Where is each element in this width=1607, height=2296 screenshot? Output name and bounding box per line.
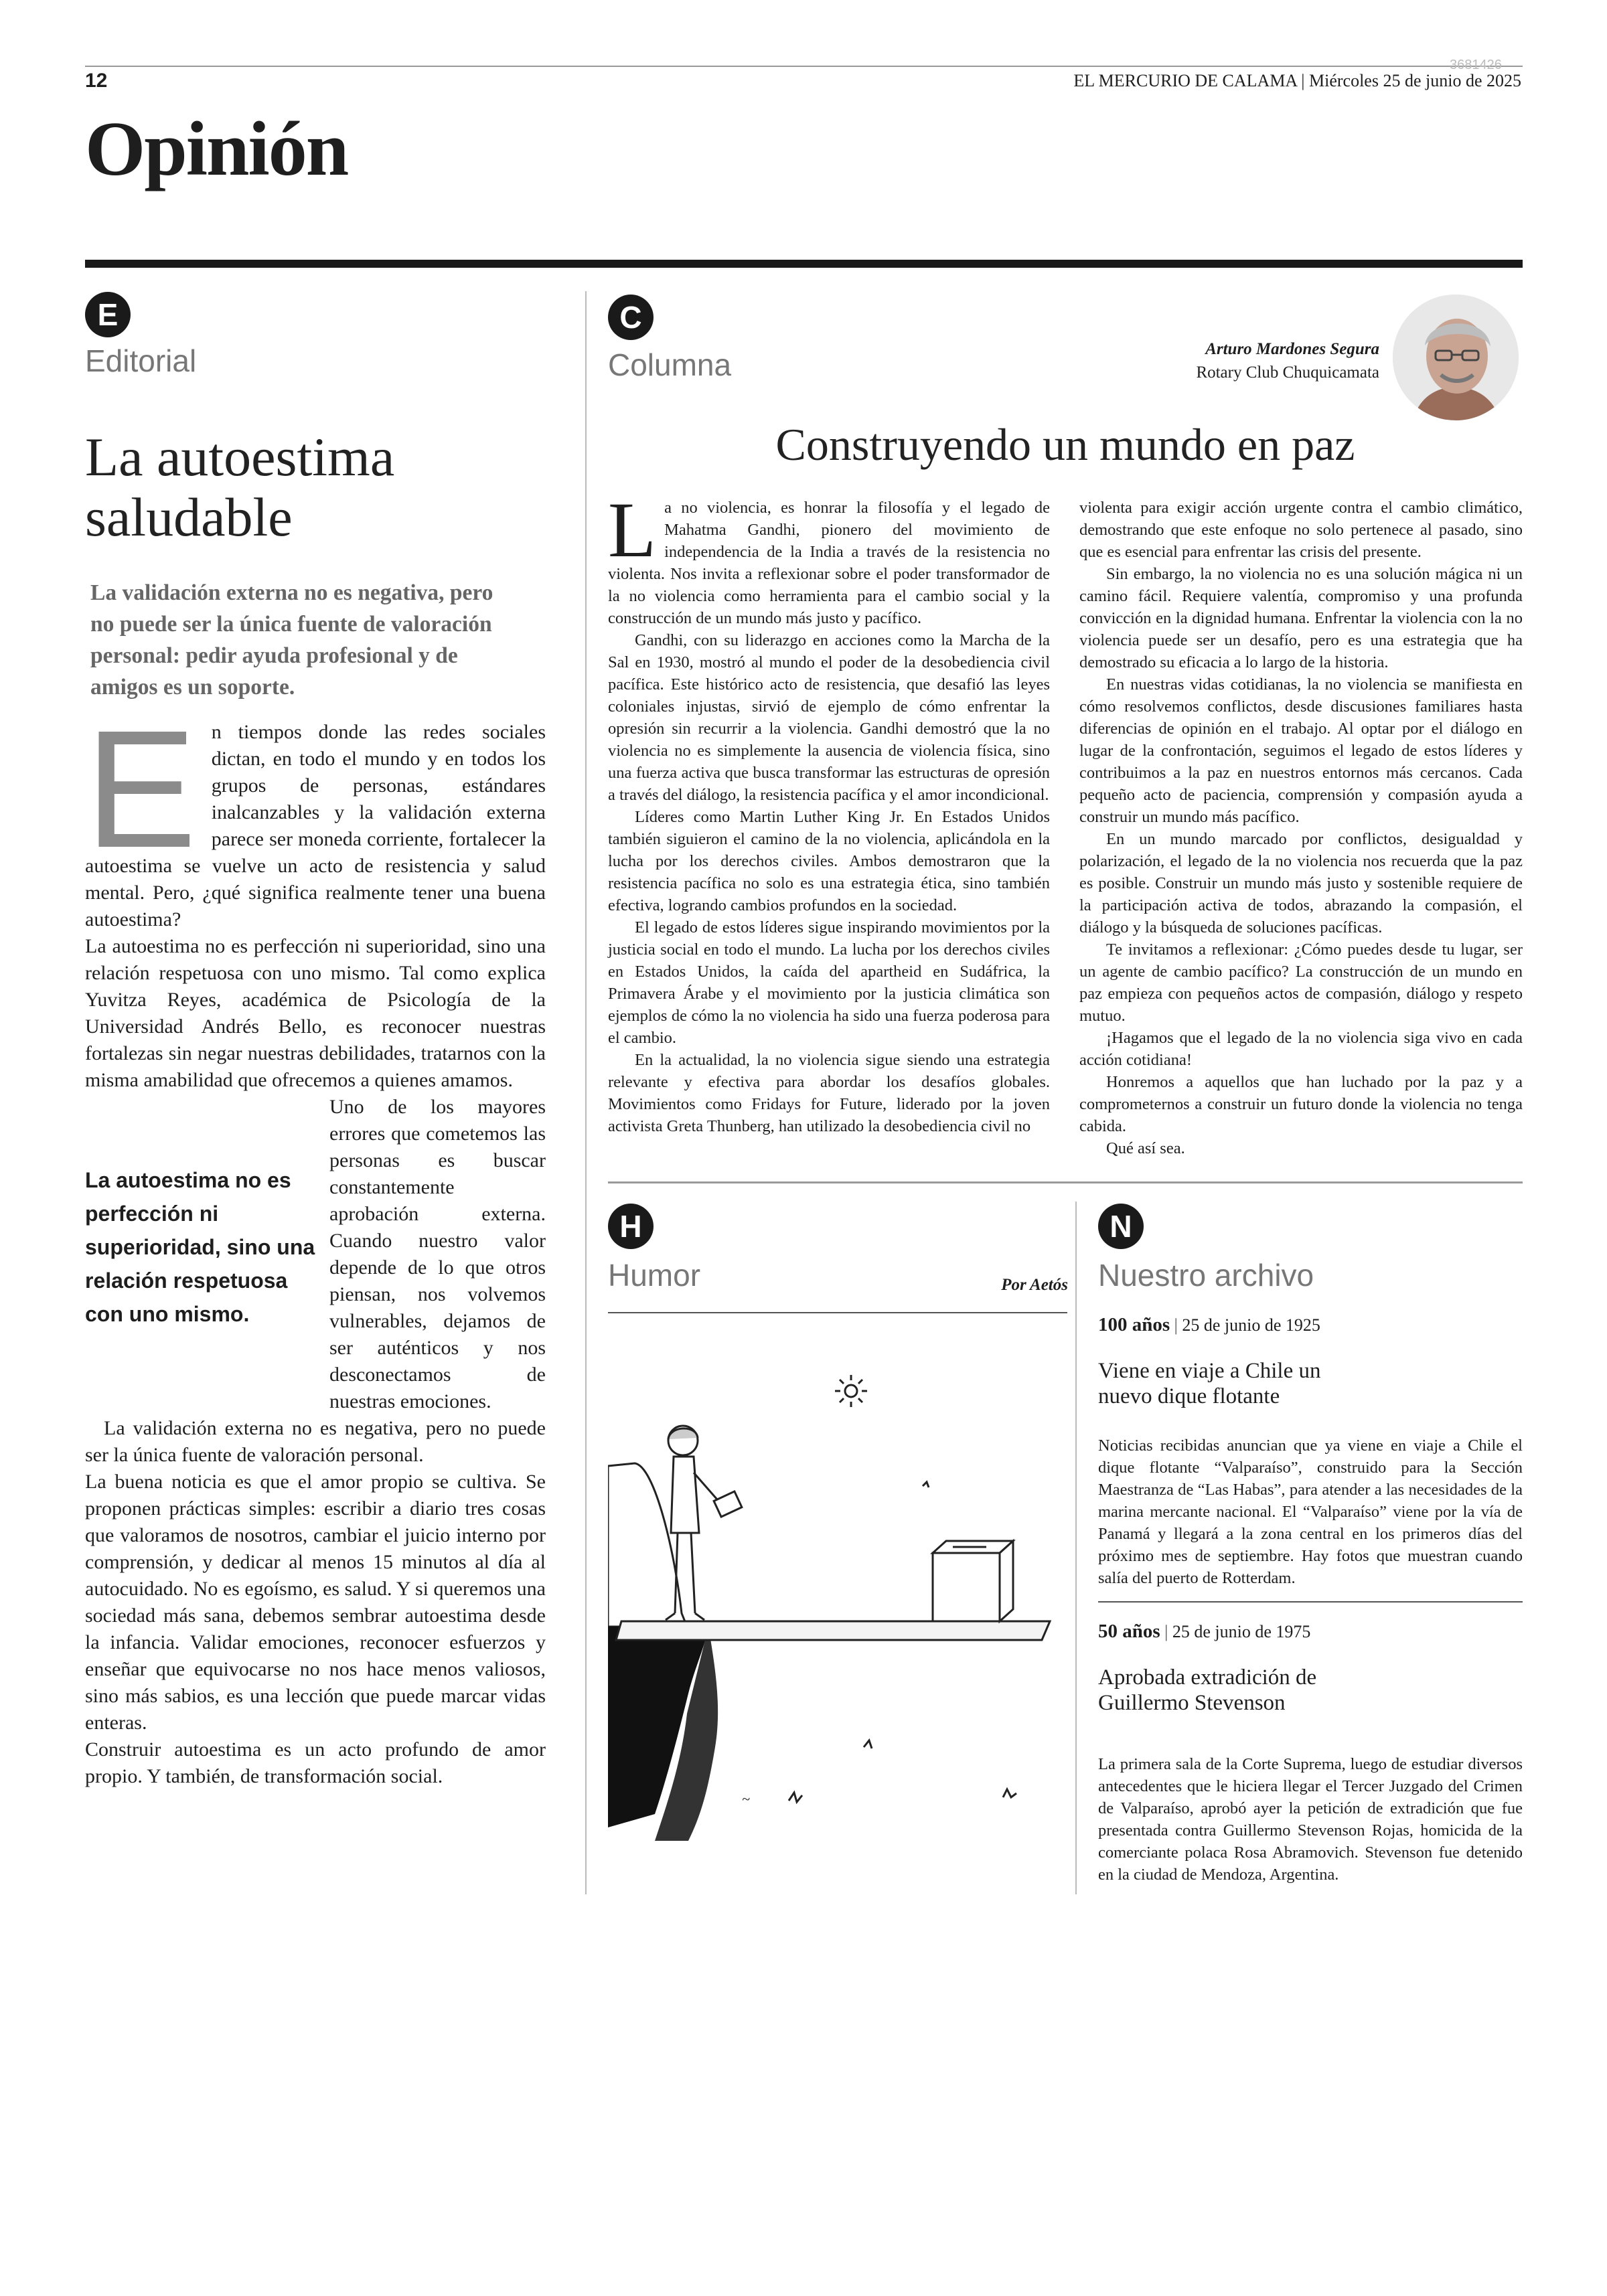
archivo-item-2-meta: 50 años | 25 de junio de 1975: [1098, 1621, 1311, 1642]
issue-date: Miércoles 25 de junio de 2025: [1309, 71, 1521, 90]
archivo-item-1-date: 25 de junio de 1925: [1182, 1315, 1320, 1335]
author-portrait-icon: [1393, 295, 1519, 420]
editorial-title: [85, 427, 394, 548]
section-title: Opinión: [85, 106, 348, 192]
columna-badge: C: [608, 295, 654, 340]
columna-col2-p1: violenta para exigir acción urgente contra el cambio climático, demostrando que este enfoque no solo pertenece al pasado, sino que es esencial para enfrentar las crisis del presente.: [1079, 499, 1523, 561]
editorial-p1: En tiempos donde las redes sociales dictan, en todo el mundo y en todos los grupos de personas, estándares inalcanzables y la validación externa parece ser moneda corriente, fortalecer la autoestima se vuelve un acto de resistencia y salud mental. Pero, ¿qué significa realmente tener una buena autoestima?: [85, 695, 546, 930]
archivo-item-2-body: La primera sala de la Corte Suprema, luego de estudiar diversos antecedentes que le hiciera llegar el Tercer Juzgado del Crimen de Valparaíso, aprobó ayer la petición de extradición que fue presentada contra Guillermo Stevenson Rojas, homicida de la comerciante polaca Rosa Abramovich. Stevenson fue detenido en la ciudad de Mendoza, Argentina.: [1098, 1755, 1523, 1884]
editorial-p6: Construir autoestima es un acto profundo de amor propio. Y también, de transformación social.: [85, 1738, 546, 1787]
archivo-item-2-date: 25 de junio de 1975: [1172, 1622, 1311, 1641]
masthead-line: [1073, 71, 1521, 91]
editorial-body: [85, 695, 546, 1790]
svg-text:~: ~: [742, 1791, 750, 1807]
columna-col2-p6: ¡Hagamos que el legado de la no violencia siga vivo en cada acción cotidiana!: [1079, 1029, 1523, 1069]
humor-byline: Por Aetós: [1001, 1276, 1068, 1294]
editorial-p4: La validación externa no es negativa, pero no puede ser la única fuente de valoración personal.: [85, 1417, 546, 1466]
columna-col1-p1: La no violencia, es honrar la filosofía y el legado de Mahatma Gandhi, pionero del movimiento de independencia de la India a través de la resistencia no violenta. Nos invita a reflexionar sobre el poder transformador de la no violencia como herramienta para el cambio social y la construcción de un mundo más justo y pacífico.: [608, 486, 1050, 627]
editorial-p2: La autoestima no es perfección ni superioridad, sino una relación respetuosa con uno mismo. Tal como explica Yuvitza Reyes, académica de Psicología de la Universidad Andrés Bello, es reconocer nuestras fortalezas sin negar nuestras debilidades, tratarnos con la misma amabilidad que ofrecemos a quienes amamos.: [85, 935, 546, 1091]
sun-icon: [835, 1375, 867, 1407]
columna-col1-p5: En la actualidad, la no violencia sigue siendo una estrategia relevante y efectiva para abordar los desafíos globales. Movimientos como Fridays for Future, liderado por la joven activista Greta Thunberg, han utilizado la desobediencia civil no: [608, 1051, 1050, 1135]
columna-col1-p2: Gandhi, con su liderazgo en acciones como la Marcha de la Sal en 1930, mostró al mundo el poder de la desobediencia civil pacífica. Este histórico acto de resistencia, que desafió las leyes coloniales injustas, sirvió de ejemplo de cómo enfrentar la opresión sin recurrir a la violencia. Gandhi demostró que la no violencia no es simplemente la ausencia de violencia física, sino una fuerza activa que busca transformar las estructuras de opresión a través del diálogo, la resistencia pacífica y el amor incondicional.: [608, 631, 1050, 804]
divider-archivo: [1075, 1202, 1077, 1894]
archivo-item-1-years: 100 años: [1098, 1314, 1170, 1335]
archivo-label: Nuestro archivo: [1098, 1258, 1314, 1293]
masthead: EL MERCURIO DE CALAMA: [1073, 71, 1297, 90]
columna-col2: [1079, 497, 1523, 1159]
divider-editorial: [585, 291, 587, 1894]
editorial-title-line1: La autoestima: [85, 426, 395, 487]
columna-col1-p3: Líderes como Martin Luther King Jr. En Estados Unidos también siguieron el camino de la no violencia, aplicándola en la lucha por los derechos civiles. Ambos demostraron que la resistencia pacífica no solo es una estrategia ética, sino también efectiva, logrando cambios profundos en la sociedad.: [608, 808, 1050, 914]
archivo-badge: N: [1098, 1204, 1144, 1249]
columna-col2-p5: Te invitamos a reflexionar: ¿Cómo puedes desde tu lugar, ser un agente de cambio pacífico? La construcción de un mundo en paz empieza con pequeños actos de compasión, diálogo y respeto mutuo.: [1079, 940, 1523, 1025]
humor-cartoon: [608, 1332, 1067, 1841]
columna-author: Arturo Mardones Segura: [1205, 340, 1379, 358]
columna-col2-p2: Sin embargo, la no violencia no es una solución mágica ni un camino fácil. Requiere valentía, compromiso y una profunda convicción en la dignidad humana. Enfrentar la violencia con la no violencia puede ser un desafío, pero es una estrategia que ha demostrado su eficacia a lo largo de la historia.: [1079, 565, 1523, 671]
ballot-box-icon: [933, 1541, 1013, 1621]
columna-title: Construyendo un mundo en paz: [775, 419, 1355, 470]
archivo-item-1-meta: 100 años | 25 de junio de 1925: [1098, 1314, 1320, 1335]
columna-affiliation: Rotary Club Chuquicamata: [1196, 363, 1379, 382]
archivo-item-2-years: 50 años: [1098, 1621, 1160, 1642]
section-thick-rule: [85, 260, 1523, 268]
page-code: 3681426: [1450, 58, 1502, 72]
archivo-item-2: [1098, 1620, 1523, 1886]
author-avatar: [1393, 295, 1519, 420]
editorial-title-line2: saludable: [85, 487, 293, 548]
columna-label: Columna: [608, 347, 732, 382]
columna-col2-p3: En nuestras vidas cotidianas, la no violencia se manifiesta en cómo resolvemos conflictos, desde discusiones familiares hasta diferencias de opinión en el trabajo. Al optar por el diálogo en lugar de la confrontación, seguimos el legado de estos líderes y contribuimos a la paz en nuestros entornos más cercanos. Cada pequeño acto de paciencia, comprensión y compasión ayuda a construir un mundo más pacífico.: [1079, 675, 1523, 826]
archivo-separator: [1098, 1601, 1523, 1603]
columna-col2-p7: Honremos a aquellos que han luchado por la paz y a comprometernos a construir un futuro donde la violencia no tenga cabida.: [1079, 1073, 1523, 1135]
archivo-item-1-body: Noticias recibidas anuncian que ya viene en viaje a Chile el dique flotante “Valparaíso”, construido para la Sección Maestranza de “Las Habas”, para atender a las necesidades de la marina mercante nacional. El “Valparaíso” viene por la vía de Panamá y llegará a la zona central en los primeros días del próximo mes de septiembre. Hay fotos que muestran cuando salía del puerto de Rotterdam.: [1098, 1437, 1523, 1587]
editorial-dropcap: E: [85, 695, 197, 882]
page-number: 12: [85, 70, 108, 92]
humor-badge: H: [608, 1204, 654, 1249]
editorial-p3: La autoestima no es perfección ni superioridad, sino una relación respetuosa con uno mismo. Uno de los mayores errores que cometemos las personas es buscar constantemente aprobación externa. Cuando nuestro valor depende de lo que otros piensan, nos volvemos vulnerables, dejamos de ser auténticos y nos desconectamos de nuestras emociones.: [85, 1096, 546, 1412]
editorial-pullquote: La autoestima no es perfección ni superioridad, sino una relación respetuosa con uno mismo.: [85, 1168, 315, 1326]
archivo-item-1-title: Viene en viaje a Chile un nuevo dique flotante: [1098, 1359, 1321, 1408]
divider-horizontal: [608, 1181, 1523, 1183]
editorial-lead: La validación externa no es negativa, pero no puede ser la única fuente de valoración personal: pedir ayuda profesional y de amigos es un soporte.: [90, 580, 493, 700]
columna-dropcap: L: [608, 486, 657, 574]
humor-rule: [608, 1312, 1067, 1313]
editorial-p5: La buena noticia es que el amor propio se cultiva. Se proponen prácticas simples: escribir a diario tres cosas que valoramos de nosotros, cambiar el juicio interno por comprensión, y dedicar al menos 15 minutos al día al autocuidado. No es egoísmo, es salud. Y si queremos una sociedad más sana, debemos sembrar autoestima desde la infancia. Validar emociones, reconocer esfuerzos y enseñar que equivocarse no nos hace menos valiosos, sino más sabios, es una lección que puede marcar vidas enteras.: [85, 1471, 546, 1734]
columna-col2-p8: Qué así sea.: [1106, 1139, 1185, 1157]
editorial-badge: E: [85, 292, 131, 337]
columna-col1-p4: El legado de estos líderes sigue inspirando movimientos por la justicia social en todo el mundo. La lucha por los derechos civiles en Estados Unidos, la caída del apartheid en Sudáfrica, la Primavera Árabe y el movimiento por la justicia climática son ejemplos de cómo la no violencia ha sido una fuerza poderosa para el cambio.: [608, 918, 1050, 1047]
editorial-label: Editorial: [85, 343, 197, 378]
top-rule: [85, 66, 1523, 67]
columna-col2-p4: En un mundo marcado por conflictos, desigualdad y polarización, el legado de la no violencia nos recuerda que la paz es posible. Construir un mundo más justo y sostenible requiere de la participación activa de todos, abrazando la compasión, el diálogo y la búsqueda de soluciones pacíficas.: [1079, 830, 1523, 936]
humor-label: Humor: [608, 1258, 701, 1293]
archivo-item-1: [1098, 1313, 1523, 1589]
masthead-separator: |: [1301, 71, 1305, 90]
columna-col1: [608, 486, 1050, 1137]
archivo-item-2-title: Aprobada extradición de Guillermo Stevenson: [1098, 1665, 1317, 1715]
